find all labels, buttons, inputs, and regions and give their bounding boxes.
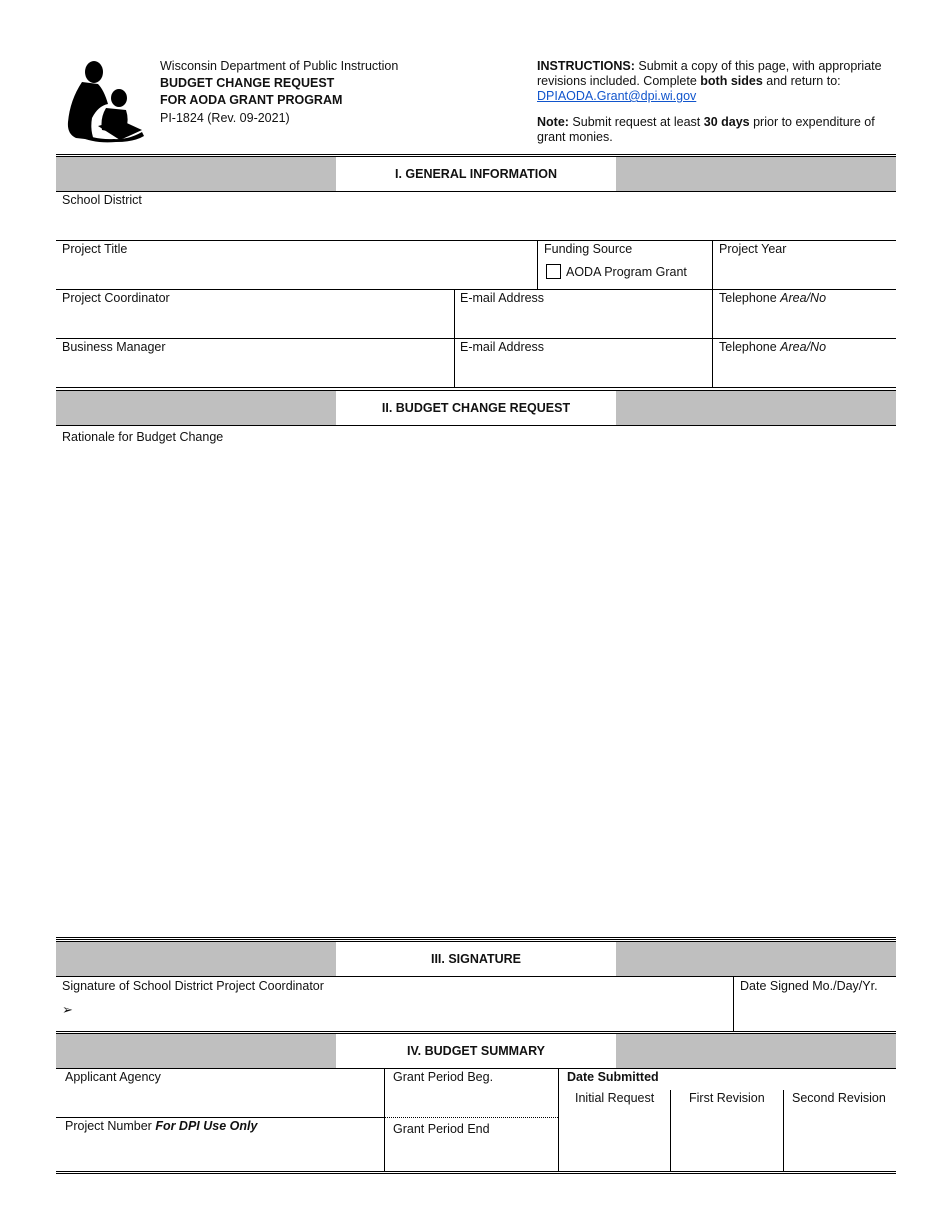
section-3-title: III. SIGNATURE <box>336 942 616 976</box>
initial-request-field[interactable] <box>559 1108 670 1170</box>
note-text-1: Submit request at least <box>568 115 704 129</box>
project-number-label <box>65 1119 257 1133</box>
divider <box>56 1031 896 1032</box>
aoda-program-grant-label: AODA Program Grant <box>566 265 687 279</box>
area-no-text: Area/No <box>780 291 827 305</box>
arrow-icon: ➢ <box>62 1003 73 1018</box>
rationale-field[interactable] <box>56 448 896 928</box>
project-coordinator-label: Project Coordinator <box>62 291 170 305</box>
section-2-header <box>56 390 896 426</box>
note-block <box>537 115 889 145</box>
date-submitted-label: Date Submitted <box>567 1070 659 1084</box>
initial-request-label: Initial Request <box>575 1091 655 1105</box>
business-manager-label: Business Manager <box>62 340 166 354</box>
form-title-line-2: FOR AODA GRANT PROGRAM <box>160 93 343 107</box>
project-number-text: Project Number <box>65 1119 156 1133</box>
note-text-2: prior to expenditure of grant monies. <box>537 115 875 144</box>
first-revision-field[interactable] <box>671 1108 783 1170</box>
dpi-use-only-text: For DPI Use Only <box>155 1119 258 1133</box>
instructions-email-link[interactable]: DPIAODA.Grant@dpi.wi.gov <box>537 89 697 103</box>
divider <box>56 387 896 388</box>
instructions-block <box>537 59 889 104</box>
agency-name: Wisconsin Department of Public Instruction <box>160 59 399 73</box>
applicant-agency-label: Applicant Agency <box>65 1070 161 1084</box>
instructions-bold: both sides <box>700 74 763 88</box>
section-4-title: IV. BUDGET SUMMARY <box>336 1034 616 1068</box>
funding-source-label: Funding Source <box>544 242 633 256</box>
divider <box>537 240 538 289</box>
divider <box>56 154 896 155</box>
rationale-label: Rationale for Budget Change <box>62 430 224 444</box>
second-revision-label: Second Revision <box>792 1091 886 1105</box>
coordinator-email-label: E-mail Address <box>460 291 545 305</box>
project-title-label: Project Title <box>62 242 128 256</box>
area-no-text: Area/No <box>780 340 827 354</box>
business-manager-telephone-label <box>719 340 826 354</box>
coordinator-telephone-label <box>719 291 826 305</box>
section-2-title: II. BUDGET CHANGE REQUEST <box>336 391 616 425</box>
instructions-text-1: Submit a copy of this page, with appropriate revisions included. Complete <box>537 59 882 88</box>
grant-period-end-label: Grant Period End <box>393 1122 490 1136</box>
signature-label: Signature of School District Project Coordinator <box>62 979 324 993</box>
instructions-label: INSTRUCTIONS: <box>537 59 635 73</box>
telephone-text: Telephone <box>719 340 781 354</box>
instructions-text-2: and return to: <box>762 74 841 88</box>
form-title-line-1: BUDGET CHANGE REQUEST <box>160 76 335 90</box>
divider <box>56 937 896 940</box>
second-revision-field[interactable] <box>784 1108 896 1170</box>
project-year-label: Project Year <box>719 242 787 256</box>
business-manager-email-label: E-mail Address <box>460 340 545 354</box>
divider <box>56 1171 896 1174</box>
school-district-label: School District <box>62 193 142 207</box>
date-signed-label: Date Signed Mo./Day/Yr. <box>740 979 878 993</box>
project-title-field[interactable] <box>56 241 537 289</box>
telephone-text: Telephone <box>719 291 781 305</box>
note-bold: 30 days <box>703 115 750 129</box>
section-1-title: I. GENERAL INFORMATION <box>336 157 616 191</box>
note-label: Note: <box>537 115 569 129</box>
school-district-field[interactable] <box>56 191 896 239</box>
first-revision-label: First Revision <box>689 1091 765 1105</box>
grant-period-beg-label: Grant Period Beg. <box>393 1070 494 1084</box>
section-1-header <box>56 156 896 192</box>
aoda-program-grant-checkbox[interactable] <box>546 264 561 279</box>
dpi-logo <box>64 60 146 144</box>
section-3-header <box>56 941 896 977</box>
form-number: PI-1824 (Rev. 09-2021) <box>160 111 290 125</box>
section-4-header <box>56 1033 896 1069</box>
